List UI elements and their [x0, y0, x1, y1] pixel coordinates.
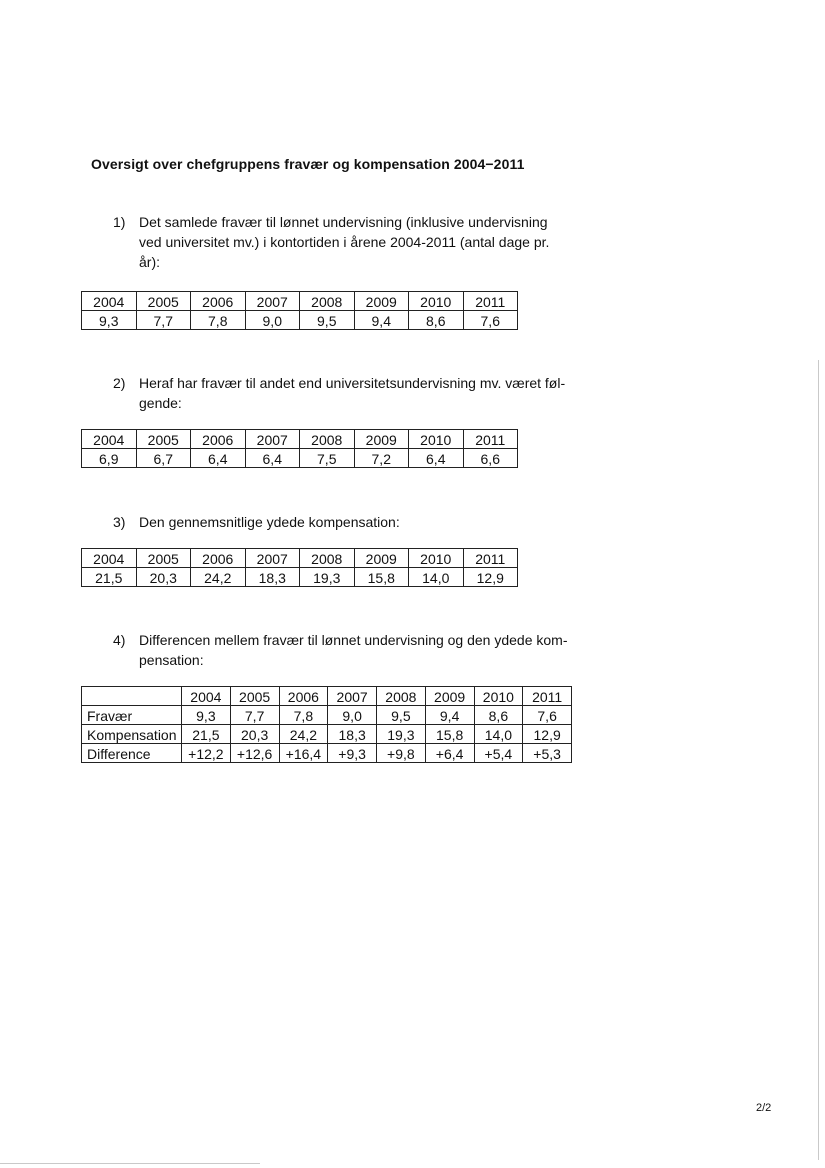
- year-cell: 2010: [474, 687, 523, 706]
- fravaer-table: [81, 291, 518, 330]
- value-cell: 9,3: [182, 706, 231, 725]
- value-cell: 15,8: [354, 568, 409, 587]
- section-number: 1): [113, 214, 126, 230]
- page-number: 2/2: [756, 1102, 772, 1114]
- value-cell: 21,5: [182, 725, 231, 744]
- value-cell: 6,6: [463, 449, 518, 468]
- year-cell: 2005: [136, 430, 191, 449]
- difference-row: [82, 744, 572, 763]
- year-cell: 2004: [82, 292, 137, 311]
- year-cell: 2008: [300, 549, 355, 568]
- value-cell: 9,5: [377, 706, 426, 725]
- year-cell: 2010: [409, 292, 464, 311]
- years-row: [82, 549, 518, 568]
- value-cell: 12,9: [463, 568, 518, 587]
- value-cell: 9,4: [425, 706, 474, 725]
- year-cell: 2010: [409, 549, 464, 568]
- years-row: [82, 292, 518, 311]
- value-cell: 6,4: [191, 449, 246, 468]
- value-cell: 6,4: [409, 449, 464, 468]
- scan-edge-right: [818, 360, 819, 1160]
- year-cell: 2005: [136, 292, 191, 311]
- years-row: [82, 687, 572, 706]
- fravaer-row: [82, 706, 572, 725]
- section-text-line: Differencen mellem fravær til lønnet undervisning og den ydede kom-: [139, 632, 568, 648]
- values-row: [82, 568, 518, 587]
- row-label: Fravær: [82, 706, 182, 725]
- value-cell: 6,4: [245, 449, 300, 468]
- year-cell: 2004: [182, 687, 231, 706]
- year-cell: 2004: [82, 549, 137, 568]
- value-cell: 20,3: [136, 568, 191, 587]
- section-text-line: år):: [139, 254, 160, 270]
- row-label: Kompensation: [82, 725, 182, 744]
- page-title: Oversigt over chefgruppens fravær og kompensation 2004−2011: [91, 156, 525, 172]
- section-text-line: Det samlede fravær til lønnet undervisning (inklusive undervisning: [139, 214, 548, 230]
- year-cell: 2011: [463, 549, 518, 568]
- year-cell: 2006: [191, 292, 246, 311]
- section-number: 4): [113, 632, 126, 648]
- year-cell: 2009: [425, 687, 474, 706]
- value-cell: 9,0: [328, 706, 377, 725]
- year-cell: 2008: [300, 292, 355, 311]
- year-cell: 2009: [354, 292, 409, 311]
- value-cell: 24,2: [191, 568, 246, 587]
- kompensation-row: [82, 725, 572, 744]
- value-cell: 7,6: [463, 311, 518, 330]
- year-cell: 2006: [191, 430, 246, 449]
- years-row: [82, 430, 518, 449]
- difference-table: [81, 686, 572, 763]
- value-cell: 9,0: [245, 311, 300, 330]
- value-cell: 24,2: [279, 725, 328, 744]
- value-cell: 9,3: [82, 311, 137, 330]
- section-text-line: ved universitet mv.) i kontortiden i årene 2004-2011 (antal dage pr.: [139, 234, 550, 250]
- year-cell: 2009: [354, 430, 409, 449]
- value-cell: 7,7: [136, 311, 191, 330]
- value-cell: 8,6: [474, 706, 523, 725]
- year-cell: 2010: [409, 430, 464, 449]
- section-4: [113, 630, 573, 670]
- value-cell: +5,3: [523, 744, 572, 763]
- year-cell: 2004: [82, 430, 137, 449]
- value-cell: 20,3: [230, 725, 279, 744]
- value-cell: 9,4: [354, 311, 409, 330]
- values-row: [82, 449, 518, 468]
- year-cell: 2007: [328, 687, 377, 706]
- value-cell: 7,8: [279, 706, 328, 725]
- row-label: Difference: [82, 744, 182, 763]
- year-cell: 2006: [191, 549, 246, 568]
- value-cell: 14,0: [409, 568, 464, 587]
- value-cell: +9,3: [328, 744, 377, 763]
- value-cell: +12,2: [182, 744, 231, 763]
- value-cell: 19,3: [300, 568, 355, 587]
- empty-header-cell: [82, 687, 182, 706]
- value-cell: 6,9: [82, 449, 137, 468]
- value-cell: 19,3: [377, 725, 426, 744]
- section-number: 2): [113, 375, 126, 391]
- value-cell: 9,5: [300, 311, 355, 330]
- year-cell: 2008: [300, 430, 355, 449]
- section-number: 3): [113, 514, 126, 530]
- section-3: [113, 512, 573, 532]
- value-cell: +5,4: [474, 744, 523, 763]
- value-cell: 14,0: [474, 725, 523, 744]
- year-cell: 2007: [245, 549, 300, 568]
- year-cell: 2007: [245, 430, 300, 449]
- andet-fravaer-table: [81, 429, 518, 468]
- value-cell: 7,8: [191, 311, 246, 330]
- value-cell: +16,4: [279, 744, 328, 763]
- section-text-line: gende:: [139, 395, 182, 411]
- year-cell: 2009: [354, 549, 409, 568]
- section-text-line: pensation:: [139, 652, 204, 668]
- kompensation-table: [81, 548, 518, 587]
- value-cell: +9,8: [377, 744, 426, 763]
- value-cell: 7,7: [230, 706, 279, 725]
- value-cell: 18,3: [245, 568, 300, 587]
- value-cell: 7,5: [300, 449, 355, 468]
- year-cell: 2011: [463, 430, 518, 449]
- value-cell: 21,5: [82, 568, 137, 587]
- year-cell: 2005: [230, 687, 279, 706]
- section-1: [113, 212, 573, 272]
- year-cell: 2008: [377, 687, 426, 706]
- section-text-line: Den gennemsnitlige ydede kompensation:: [139, 514, 400, 530]
- value-cell: 7,2: [354, 449, 409, 468]
- year-cell: 2005: [136, 549, 191, 568]
- year-cell: 2006: [279, 687, 328, 706]
- value-cell: +6,4: [425, 744, 474, 763]
- values-row: [82, 311, 518, 330]
- section-2: [113, 373, 573, 413]
- value-cell: 8,6: [409, 311, 464, 330]
- value-cell: 18,3: [328, 725, 377, 744]
- year-cell: 2011: [523, 687, 572, 706]
- section-text-line: Heraf har fravær til andet end universitetsundervisning mv. været føl-: [139, 375, 566, 391]
- value-cell: 7,6: [523, 706, 572, 725]
- value-cell: +12,6: [230, 744, 279, 763]
- year-cell: 2011: [463, 292, 518, 311]
- year-cell: 2007: [245, 292, 300, 311]
- scan-edge-bottom: [0, 1163, 260, 1164]
- value-cell: 6,7: [136, 449, 191, 468]
- value-cell: 12,9: [523, 725, 572, 744]
- value-cell: 15,8: [425, 725, 474, 744]
